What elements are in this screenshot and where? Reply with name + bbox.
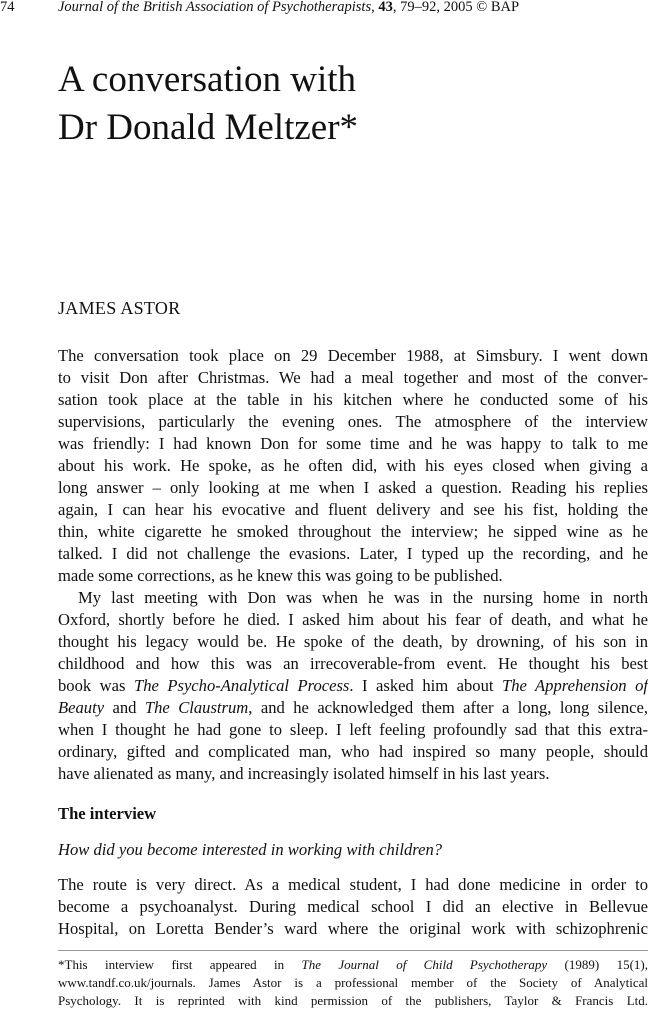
italic-text: The Journal of Child Psychotherapy — [301, 957, 548, 972]
text-line — [58, 719, 648, 741]
intro-text — [58, 345, 648, 785]
text-segment: was friendly: I had known Don for some time and he was happy to talk to me — [58, 434, 648, 453]
text-segment: www.tandf.co.uk/journals. James Astor is a professional member of the Society of Analytical — [58, 975, 648, 990]
italic-text: The Claustrum — [144, 698, 249, 717]
text-line — [58, 411, 648, 433]
text-segment: Psychology. It is reprinted with kind permission of the publishers, Taylor & Francis Ltd. — [58, 993, 648, 1008]
text-line — [58, 433, 648, 455]
text-line — [58, 565, 648, 587]
text-segment: to visit Don after Christmas. We had a meal together and most of the conver- — [58, 368, 648, 387]
text-segment: have alienated as many, and increasingly isolated himself in his last years. — [58, 764, 550, 783]
text-line — [58, 896, 648, 918]
text-segment: sation took place at the table in his kitchen where he conducted some of his — [58, 390, 648, 409]
text-segment: book was — [58, 676, 134, 695]
title-line-1: A conversation with — [58, 59, 357, 100]
article-title — [58, 56, 358, 152]
text-segment: (1989) 15(1), — [547, 957, 648, 972]
journal-citation: Journal of the British Association of Psychotherapists, 43, 79–92, 2005 © BAP — [58, 0, 520, 15]
text-line — [58, 345, 648, 367]
text-line — [58, 631, 648, 653]
text-segment: My last meeting with Don was when he was in the nursing home in north — [78, 588, 648, 607]
text-segment: childhood and how this was an irrecoverable-from event. He thought his best — [58, 654, 648, 673]
italic-text: Beauty — [58, 698, 105, 717]
text-line — [58, 499, 648, 521]
text-line — [58, 477, 648, 499]
text-segment: thin, white cigarette he smoked throughout the interview; he sipped wine as he — [58, 522, 648, 541]
text-line — [58, 918, 648, 940]
text-segment: Oxford, shortly before he died. I asked him about his fear of death, and what he — [58, 610, 648, 629]
text-segment: . I asked him about — [349, 676, 502, 695]
interview-question: How did you become interested in working with children? — [58, 840, 443, 859]
text-line — [58, 543, 648, 565]
text-segment: and — [104, 698, 145, 717]
text-segment: Hospital, on Loretta Bender’s ward where the original work with schizophrenic — [58, 919, 648, 938]
text-line — [58, 521, 648, 543]
text-line — [58, 974, 648, 992]
text-line — [58, 609, 648, 631]
italic-text: The Apprehension of — [501, 676, 648, 695]
text-line — [58, 874, 648, 896]
citation-rest: , 79–92, 2005 © BAP — [392, 0, 520, 15]
text-segment: become a psychoanalyst. During medical school I did an elective in Bellevue — [58, 897, 648, 916]
text-line — [58, 697, 648, 719]
text-segment: *This interview first appeared in — [58, 957, 302, 972]
journal-name: Journal of the British Association of Psychotherapists — [58, 0, 372, 15]
text-line — [58, 741, 648, 763]
text-line — [58, 587, 648, 609]
text-line — [58, 992, 648, 1010]
footnote-divider — [58, 950, 648, 951]
italic-text: The Psycho-Analytical Process — [133, 676, 350, 695]
text-line — [58, 367, 648, 389]
text-segment: ordinary, gifted and complicated man, who had inspired so many people, should — [58, 742, 648, 761]
text-segment: again, I can hear his evocative and fluent delivery and see his fist, holding the — [58, 500, 648, 519]
section-heading: The interview — [58, 804, 157, 823]
text-segment: long answer – only looking at me when I asked a question. Reading his replies — [58, 478, 648, 497]
text-segment: made some corrections, as he knew this was going to be published. — [58, 566, 503, 585]
title-line-2: Dr Donald Meltzer* — [58, 107, 359, 148]
text-line — [58, 763, 648, 785]
text-segment: when I thought he had gone to sleep. I left feeling profoundly sad that this extra- — [58, 720, 648, 739]
text-line — [58, 389, 648, 411]
text-segment: The conversation took place on 29 December 1988, at Simsbury. I went down — [58, 346, 648, 365]
footnote — [58, 956, 648, 1010]
author-name: JAMES ASTOR — [58, 298, 181, 318]
text-segment: talked. I did not challenge the evasions. Later, I typed up the recording, and he — [58, 544, 648, 563]
text-line — [58, 956, 648, 974]
text-segment: The route is very direct. As a medical student, I had done medicine in order to — [58, 875, 648, 894]
text-line — [58, 653, 648, 675]
text-line — [58, 675, 648, 697]
page-number: 74 — [0, 0, 15, 15]
text-segment: supervisions, particularly the evening ones. The atmosphere of the interview — [58, 412, 648, 431]
journal-volume: 43 — [378, 0, 393, 15]
text-segment: thought his legacy would be. He spoke of the death, by drowning, of his son in — [58, 632, 648, 651]
text-segment: , and he acknowledged them after a long, long silence, — [248, 698, 648, 717]
text-segment: about his work. He spoke, as he often did, with his eyes closed when giving a — [58, 456, 648, 475]
text-line — [58, 455, 648, 477]
answer-text — [58, 874, 648, 940]
